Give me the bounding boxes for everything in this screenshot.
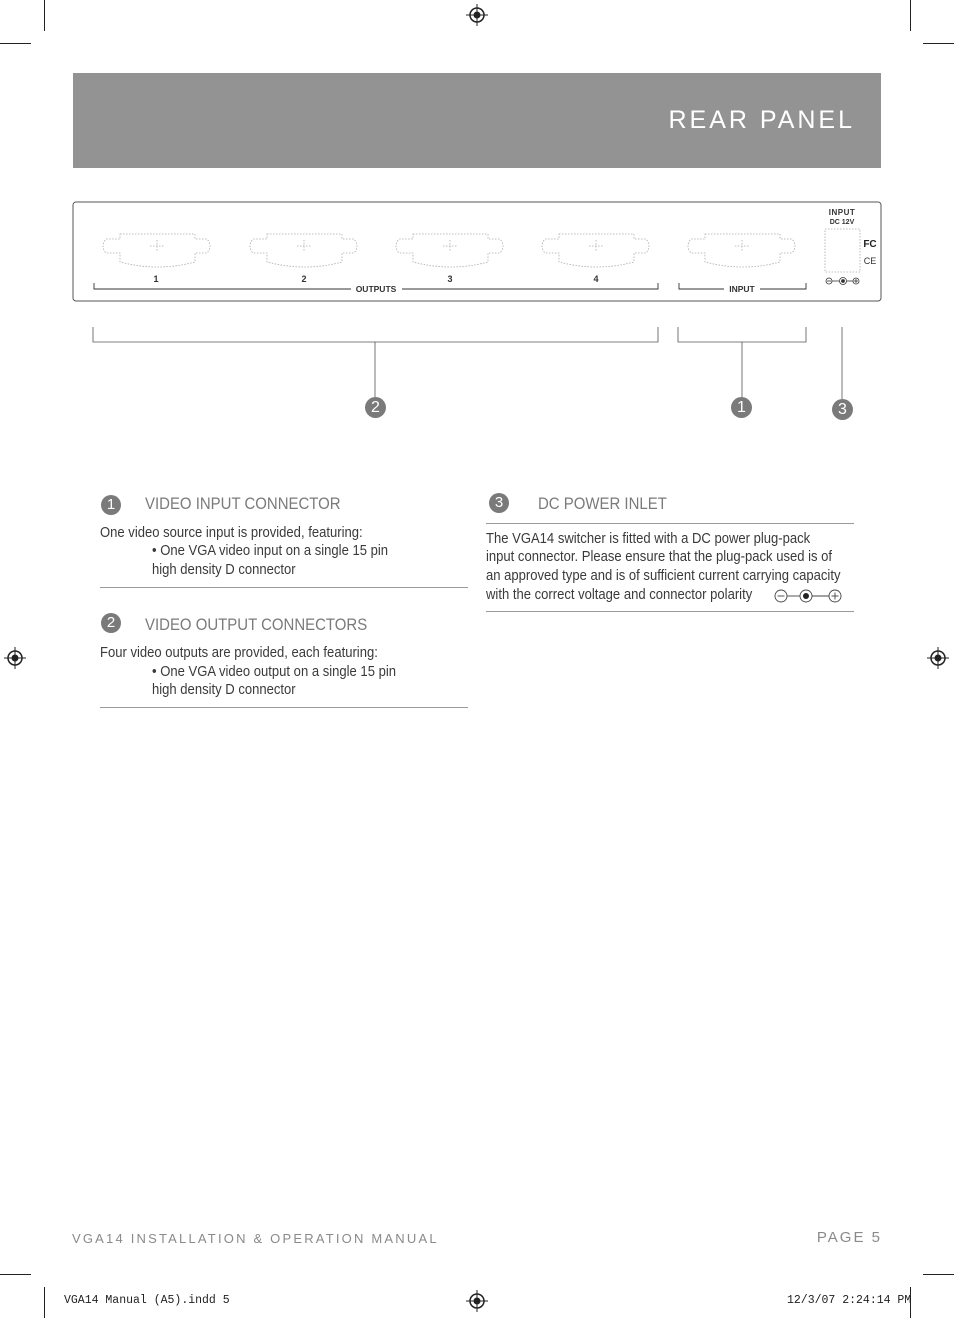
page-title: REAR PANEL	[668, 106, 855, 134]
section-title-video-output: VIDEO OUTPUT CONNECTORS	[145, 615, 368, 634]
dc-power-line: with the correct voltage and connector polarity	[486, 587, 753, 603]
fcc-mark: FC	[863, 239, 877, 250]
vga-connector-output-2	[250, 234, 357, 267]
video-input-line: • One VGA video input on a single 15 pin	[152, 543, 389, 559]
section-title-video-input: VIDEO INPUT CONNECTOR	[145, 494, 341, 513]
registration-mark-icon	[4, 647, 26, 669]
slug-timestamp: 12/3/07 2:24:14 PM	[787, 1294, 912, 1307]
input-label: INPUT	[729, 284, 755, 294]
dc-input-label: INPUT	[828, 208, 856, 217]
section-number-video-output: 2	[101, 613, 121, 633]
section-divider	[486, 523, 854, 524]
output-number: 1	[153, 274, 159, 284]
callout-input: 1	[731, 397, 752, 418]
section-number-dc-power: 3	[489, 493, 509, 513]
output-number: 2	[301, 274, 307, 284]
video-input-line: One video source input is provided, featuring:	[100, 525, 363, 541]
input-leader	[678, 327, 806, 397]
registration-mark-icon	[466, 1290, 488, 1312]
section-number-video-input: 1	[101, 495, 121, 515]
video-output-line: • One VGA video output on a single 15 pin	[152, 664, 396, 680]
dc-power-line: The VGA14 switcher is fitted with a DC power plug-pack	[486, 531, 811, 547]
video-output-line: Four video outputs are provided, each featuring:	[100, 645, 378, 661]
crop-mark	[44, 1287, 45, 1318]
vga-connector-output-3	[396, 234, 503, 267]
dc-power-jack	[825, 229, 860, 272]
footer-manual-title: VGA14 INSTALLATION & OPERATION MANUAL	[72, 1231, 439, 1246]
video-input-line: high density D connector	[152, 562, 296, 578]
crop-mark	[923, 1274, 954, 1275]
vga-connector-output-1	[103, 234, 210, 267]
section-divider	[486, 611, 854, 612]
crop-mark	[0, 1274, 31, 1275]
outputs-label: OUTPUTS	[355, 284, 397, 294]
section-divider	[100, 587, 468, 588]
footer-page-number: PAGE 5	[816, 1229, 882, 1246]
outputs-leader	[93, 327, 658, 397]
dc-voltage-label: DC 12V	[829, 219, 855, 226]
vga-connector-output-4	[542, 234, 649, 267]
ce-mark: CE	[863, 256, 877, 266]
dc-power-line: an approved type and is of sufficient current carrying capacity	[486, 568, 841, 584]
callout-outputs: 2	[365, 397, 386, 418]
callout-power: 3	[832, 399, 853, 420]
vga-connector-input	[688, 234, 795, 267]
polarity-symbol-icon	[773, 588, 843, 604]
section-title-dc-power: DC POWER INLET	[538, 494, 667, 513]
output-number: 3	[447, 274, 453, 284]
polarity-symbol-icon	[826, 278, 859, 285]
dc-power-line: input connector. Please ensure that the plug-pack used is of	[486, 549, 833, 565]
output-number: 4	[593, 274, 599, 284]
panel-outline	[73, 202, 881, 301]
slug-filename: VGA14 Manual (A5).indd 5	[64, 1294, 230, 1307]
video-output-line: high density D connector	[152, 682, 296, 698]
rear-panel-diagram	[0, 0, 954, 440]
registration-mark-icon	[927, 647, 949, 669]
section-divider	[100, 707, 468, 708]
